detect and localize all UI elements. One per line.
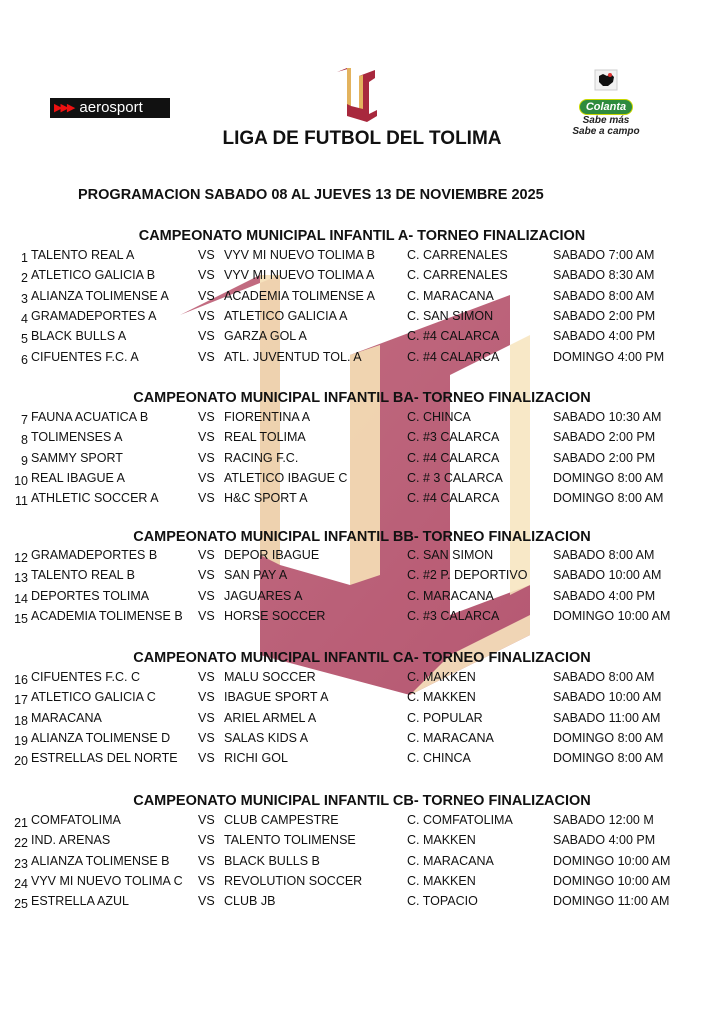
cow-icon [593, 68, 619, 92]
match-time: SABADO 8:00 AM [553, 288, 655, 303]
vs-label: VS [198, 268, 215, 283]
match-time: SABADO 8:30 AM [553, 268, 655, 283]
vs-label: VS [198, 588, 215, 603]
match-time: DOMINGO 10:00 AM [553, 873, 671, 888]
match-number: 11 [15, 494, 28, 509]
match-number: 12 [14, 551, 28, 565]
venue: C. TOPACIO [407, 894, 478, 909]
away-team: CLUB JB [224, 894, 276, 909]
aerosport-text: aerosport [79, 99, 143, 116]
venue: C. #3 CALARCA [407, 430, 500, 445]
home-team: ATLETICO GALICIA C [31, 690, 156, 705]
match-time: DOMINGO 8:00 AM [553, 751, 664, 766]
match-number: 23 [14, 856, 28, 871]
match-row [0, 872, 724, 890]
match-row [0, 469, 724, 487]
match-number: 25 [14, 897, 28, 912]
match-time: DOMINGO 8:00 AM [553, 470, 664, 485]
venue: C. MAKKEN [407, 690, 476, 705]
venue: C. MARACANA [407, 853, 494, 868]
match-time: SABADO 10:30 AM [553, 410, 662, 424]
home-team: TOLIMENSES A [31, 430, 123, 445]
venue: C. CHINCA [407, 410, 471, 424]
match-number: 24 [14, 876, 28, 891]
vs-label: VS [198, 308, 215, 323]
home-team: ATLETICO GALICIA B [31, 268, 156, 283]
venue: C. CARRENALES [407, 248, 508, 262]
away-team: REAL TOLIMA [224, 430, 306, 445]
home-team: ACADEMIA TOLIMENSE B [31, 608, 183, 623]
venue: C. MARACANA [407, 588, 494, 603]
aerosport-logo [50, 98, 170, 118]
home-team: SAMMY SPORT [31, 450, 123, 465]
away-team: SALAS KIDS A [224, 730, 309, 745]
away-team: RACING F.C. [224, 450, 299, 465]
match-number: 16 [14, 673, 28, 687]
away-team: GARZA GOL A [224, 329, 307, 344]
colanta-slogan-2: Sabe a campo [572, 126, 640, 137]
home-team: COMFATOLIMA [31, 813, 121, 827]
section-title: CAMPEONATO MUNICIPAL INFANTIL A- TORNEO FINALIZACION [138, 228, 586, 244]
away-team: BLACK BULLS B [224, 853, 320, 868]
home-team: GRAMADEPORTES A [31, 308, 157, 323]
match-number: 2 [21, 271, 28, 286]
venue: C. SAN SIMON [407, 548, 494, 562]
match-number: 9 [21, 453, 28, 468]
venue: C. POPULAR [407, 710, 483, 725]
vs-label: VS [198, 833, 215, 848]
home-team: REAL IBAGUE A [31, 470, 126, 485]
vs-label: VS [198, 491, 215, 506]
away-team: RICHI GOL [224, 751, 288, 766]
home-team: CIFUENTES F.C. C [31, 670, 141, 684]
match-row [0, 428, 724, 446]
match-time: DOMINGO 8:00 AM [553, 491, 664, 506]
home-team: ESTRELLA AZUL [31, 894, 129, 909]
match-row [0, 546, 724, 564]
away-team: ATL. JUVENTUD TOL. A [224, 349, 362, 364]
away-team: VYV MI NUEVO TOLIMA A [224, 268, 375, 283]
match-row [0, 811, 724, 829]
venue: C. CARRENALES [407, 268, 508, 283]
match-row [0, 287, 724, 305]
vs-label: VS [198, 608, 215, 623]
match-number: 22 [14, 836, 28, 851]
section-title: CAMPEONATO MUNICIPAL INFANTIL CA- TORNEO FINALIZACION [133, 650, 591, 666]
match-time: SABADO 7:00 AM [553, 248, 655, 262]
venue: C. CHINCA [407, 751, 471, 766]
match-time: SABADO 2:00 PM [553, 430, 656, 445]
venue: C. #2 P. DEPORTIVO [407, 568, 528, 583]
venue: C. #4 CALARCA [407, 349, 500, 364]
away-team: FIORENTINA A [224, 410, 311, 424]
away-team: ATLETICO IBAGUE C [224, 470, 348, 485]
away-team: REVOLUTION SOCCER [224, 873, 363, 888]
venue: C. MAKKEN [407, 833, 476, 848]
match-row [0, 749, 724, 767]
vs-label: VS [198, 710, 215, 725]
match-row [0, 587, 724, 605]
match-number: 20 [14, 754, 28, 769]
match-row [0, 892, 724, 910]
play-arrows-icon: ▶▶▶ [54, 102, 74, 114]
match-row [0, 449, 724, 467]
match-row [0, 566, 724, 584]
match-row [0, 831, 724, 849]
match-row [0, 266, 724, 284]
match-row [0, 348, 724, 366]
away-team: H&C SPORT A [224, 491, 308, 506]
home-team: TALENTO REAL A [31, 248, 135, 262]
vs-label: VS [198, 873, 215, 888]
match-number: 10 [14, 473, 28, 488]
away-team: ACADEMIA TOLIMENSE A [224, 288, 375, 303]
match-number: 17 [14, 693, 28, 708]
venue: C. #4 CALARCA [407, 491, 500, 506]
match-number: 1 [21, 251, 28, 265]
home-team: VYV MI NUEVO TOLIMA C [31, 873, 183, 888]
match-number: 21 [14, 816, 28, 830]
vs-label: VS [198, 568, 215, 583]
match-row [0, 729, 724, 747]
match-number: 18 [14, 713, 28, 728]
vs-label: VS [198, 329, 215, 344]
vs-label: VS [198, 670, 215, 684]
match-time: SABADO 2:00 PM [553, 450, 656, 465]
home-team: CIFUENTES F.C. A [31, 349, 139, 364]
home-team: MARACANA [31, 710, 102, 725]
venue: C. COMFATOLIMA [407, 813, 513, 827]
match-number: 4 [21, 311, 28, 326]
match-number: 6 [21, 352, 28, 367]
match-number: 19 [14, 733, 28, 748]
vs-label: VS [198, 813, 215, 827]
vs-label: VS [198, 730, 215, 745]
match-row [0, 307, 724, 325]
match-time: SABADO 8:00 AM [553, 670, 655, 684]
match-number: 14 [14, 591, 28, 606]
vs-label: VS [198, 410, 215, 424]
away-team: JAGUARES A [224, 588, 303, 603]
match-time: SABADO 4:00 PM [553, 329, 656, 344]
away-team: ATLETICO GALICIA A [224, 308, 348, 323]
vs-label: VS [198, 349, 215, 364]
venue: C. #4 CALARCA [407, 329, 500, 344]
match-time: SABADO 2:00 PM [553, 308, 656, 323]
match-time: SABADO 10:00 AM [553, 690, 662, 705]
vs-label: VS [198, 430, 215, 445]
vs-label: VS [198, 248, 215, 262]
home-team: TALENTO REAL B [31, 568, 135, 583]
vs-label: VS [198, 470, 215, 485]
match-number: 15 [14, 611, 28, 626]
match-row [0, 327, 724, 345]
home-team: IND. ARENAS [31, 833, 111, 848]
home-team: ALIANZA TOLIMENSE D [31, 730, 171, 745]
match-time: SABADO 4:00 PM [553, 833, 656, 848]
match-time: DOMINGO 8:00 AM [553, 730, 664, 745]
venue: C. MAKKEN [407, 873, 476, 888]
away-team: TALENTO TOLIMENSE [224, 833, 356, 848]
page-title: LIGA DE FUTBOL DEL TOLIMA [222, 128, 502, 149]
match-number: 7 [21, 413, 28, 427]
match-number: 3 [21, 291, 28, 306]
away-team: DEPOR IBAGUE [224, 548, 320, 562]
section-title: CAMPEONATO MUNICIPAL INFANTIL BB- TORNEO FINALIZACION [133, 529, 591, 545]
vs-label: VS [198, 894, 215, 909]
section-title: CAMPEONATO MUNICIPAL INFANTIL BA- TORNEO FINALIZACION [133, 390, 591, 406]
match-time: DOMINGO 11:00 AM [553, 894, 670, 909]
home-team: GRAMADEPORTES B [31, 548, 158, 562]
vs-label: VS [198, 853, 215, 868]
match-time: SABADO 12:00 M [553, 813, 654, 827]
colanta-logo [566, 68, 646, 136]
match-row [0, 668, 724, 686]
match-time: SABADO 11:00 AM [553, 710, 661, 725]
home-team: ATHLETIC SOCCER A [31, 491, 159, 506]
vs-label: VS [198, 288, 215, 303]
schedule-title: PROGRAMACION SABADO 08 AL JUEVES 13 DE NOVIEMBRE 2025 [78, 187, 544, 203]
match-row [0, 246, 724, 264]
match-time: SABADO 8:00 AM [553, 548, 655, 562]
home-team: DEPORTES TOLIMA [31, 588, 150, 603]
venue: C. # 3 CALARCA [407, 470, 503, 485]
match-row [0, 709, 724, 727]
match-number: 5 [21, 332, 28, 347]
venue: C. #3 CALARCA [407, 608, 500, 623]
vs-label: VS [198, 751, 215, 766]
match-row [0, 489, 724, 507]
home-team: ALIANZA TOLIMENSE A [31, 288, 169, 303]
venue: C. #4 CALARCA [407, 450, 500, 465]
league-crest-logo [333, 66, 379, 126]
colanta-slogan-1: Sabe más [582, 115, 630, 126]
away-team: ARIEL ARMEL A [224, 710, 317, 725]
match-time: DOMINGO 10:00 AM [553, 853, 671, 868]
away-team: CLUB CAMPESTRE [224, 813, 339, 827]
match-row [0, 408, 724, 426]
match-row [0, 852, 724, 870]
vs-label: VS [198, 450, 215, 465]
match-number: 8 [21, 433, 28, 448]
match-time: DOMINGO 10:00 AM [553, 608, 671, 623]
home-team: ALIANZA TOLIMENSE B [31, 853, 170, 868]
vs-label: VS [198, 548, 215, 562]
venue: C. SAN SIMON [407, 308, 494, 323]
away-team: IBAGUE SPORT A [224, 690, 329, 705]
away-team: MALU SOCCER [224, 670, 316, 684]
away-team: VYV MI NUEVO TOLIMA B [224, 248, 375, 262]
colanta-brand: Colanta [579, 99, 633, 115]
match-number: 13 [14, 571, 28, 586]
match-time: SABADO 4:00 PM [553, 588, 656, 603]
away-team: HORSE SOCCER [224, 608, 326, 623]
section-title: CAMPEONATO MUNICIPAL INFANTIL CB- TORNEO FINALIZACION [133, 793, 591, 809]
venue: C. MARACANA [407, 730, 494, 745]
home-team: ESTRELLAS DEL NORTE [31, 751, 178, 766]
home-team: BLACK BULLS A [31, 329, 127, 344]
match-row [0, 688, 724, 706]
match-row [0, 607, 724, 625]
home-team: FAUNA ACUATICA B [31, 410, 149, 424]
match-time: SABADO 10:00 AM [553, 568, 662, 583]
venue: C. MAKKEN [407, 670, 476, 684]
venue: C. MARACANA [407, 288, 494, 303]
away-team: SAN PAY A [224, 568, 288, 583]
match-time: DOMINGO 4:00 PM [553, 349, 665, 364]
vs-label: VS [198, 690, 215, 705]
